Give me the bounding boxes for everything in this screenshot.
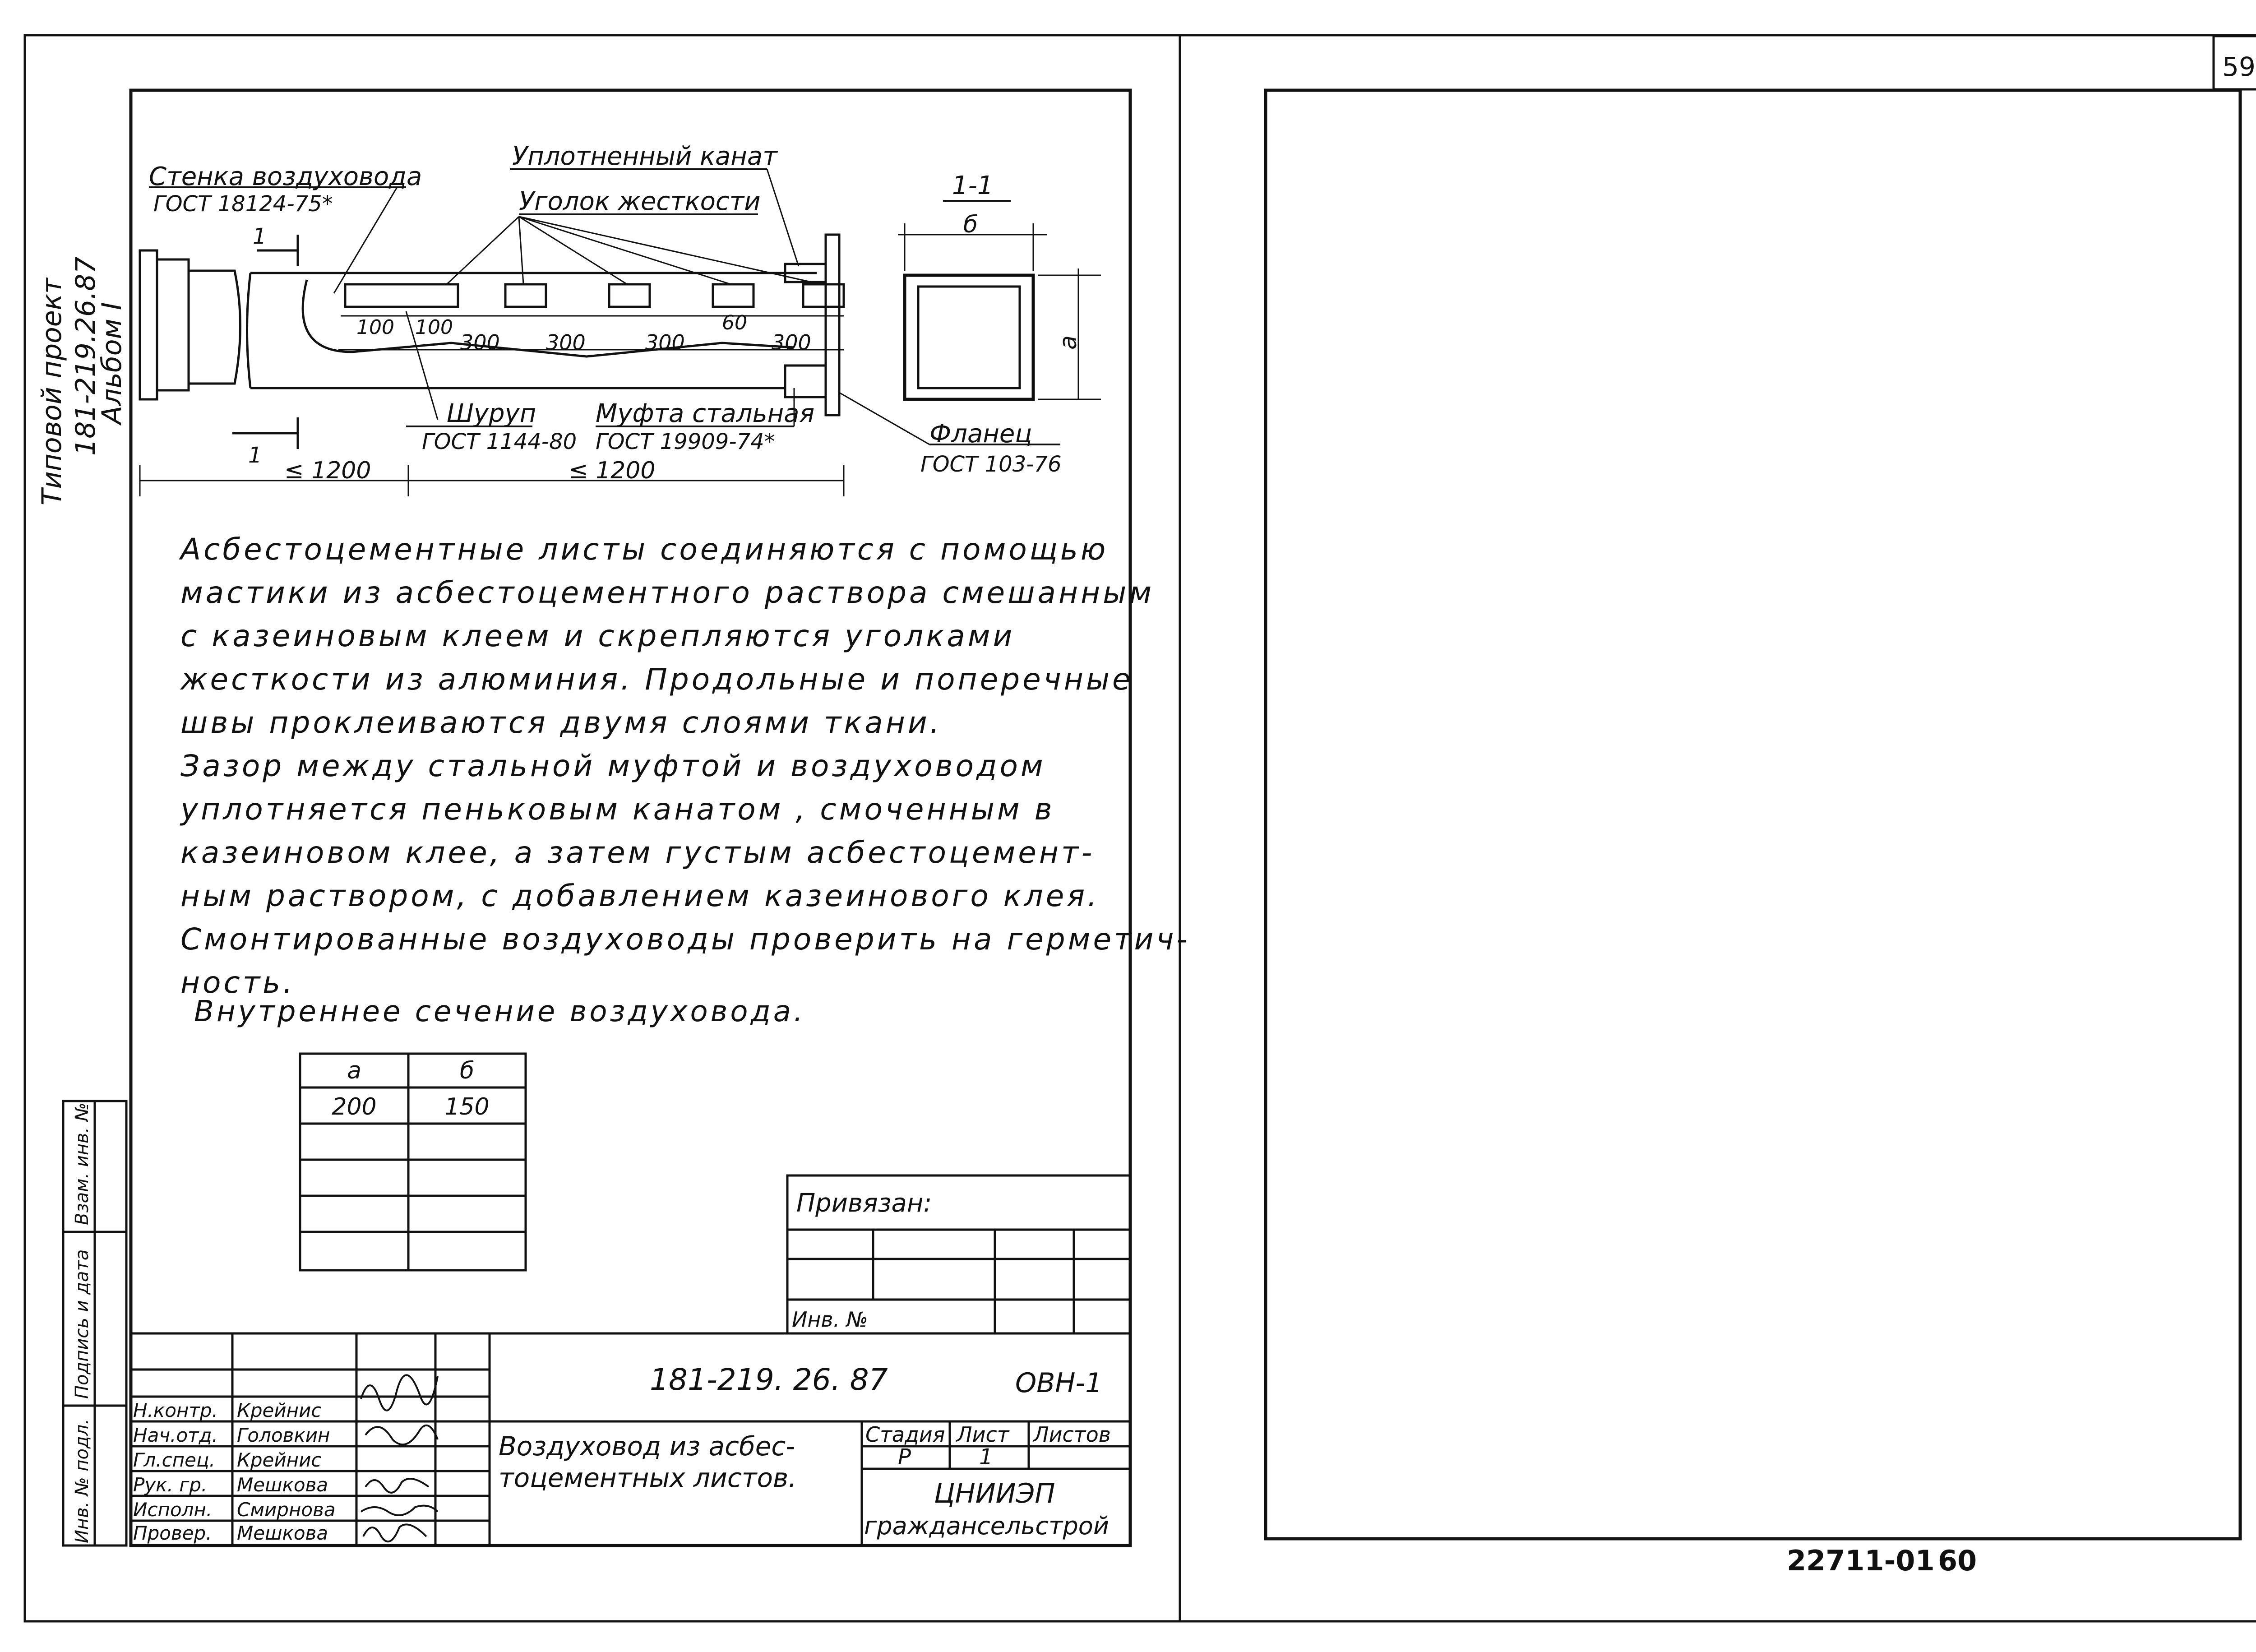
staff-name: Головкин [237, 1424, 330, 1446]
dim-300-1: 300 [460, 330, 500, 355]
staff-role: Гл.спец. [133, 1449, 215, 1471]
table-cell-b: 150 [444, 1093, 490, 1120]
section-table-title: Внутреннее сечение воздуховода. [194, 995, 806, 1028]
staff-name: Смирнова [237, 1499, 336, 1521]
staff-role: Рук. гр. [133, 1474, 208, 1496]
section-table [300, 1054, 526, 1270]
note-line: Зазор между стальной муфтой и воздуховодом [180, 749, 1046, 783]
footer-page: 60 [1938, 1544, 1977, 1577]
screw-label: Шуруп [447, 399, 536, 428]
staff-name: Крейнис [237, 1399, 322, 1421]
inv-label: Инв. № [792, 1307, 868, 1332]
footer-code: 22711-01 [1787, 1544, 1935, 1577]
dim-1200-left: ≤ 1200 [284, 457, 371, 484]
staff-role: Н.контр. [133, 1399, 218, 1421]
table-header-b: б [459, 1057, 475, 1084]
side-stamp-text [72, 1102, 92, 1543]
notes [180, 528, 1190, 1004]
screw-gost: ГОСТ 1144-80 [422, 429, 577, 454]
sheet-code: ОВН-1 [1015, 1367, 1103, 1399]
staff-role: Нач.отд. [133, 1424, 218, 1446]
side-stamp-1: Инв. № подл. [72, 1419, 92, 1543]
side-label-line1: Типовой проект [36, 278, 68, 505]
table-header-a: а [347, 1057, 361, 1084]
dim-1200-right: ≤ 1200 [569, 457, 656, 484]
page-number: 59 [2222, 51, 2256, 82]
note-line: ным раствором, с добавлением казеинового клея. [180, 879, 1100, 913]
dim-100-b: 100 [415, 316, 453, 339]
note-line: швы проклеиваются двумя слоями ткани. [180, 705, 942, 740]
note-line: казеиновом клее, а затем густым асбестоцемент- [180, 835, 1095, 870]
staff-name: Мешкова [237, 1474, 328, 1496]
bound-label: Привязан: [796, 1189, 932, 1218]
section-mark-top: 1 [253, 224, 267, 249]
org-line1: ЦНИИЭП [934, 1478, 1055, 1509]
dim-300-2: 300 [546, 330, 586, 355]
note-line: с казеиновым клеем и скрепляются уголками [180, 619, 1015, 653]
note-line: жесткости из алюминия. Продольные и поперечные [180, 662, 1133, 697]
section-mark-bottom: 1 [248, 443, 262, 468]
coupling-gost: ГОСТ 19909-74* [596, 429, 775, 454]
sheet-value: 1 [979, 1444, 993, 1470]
doc-title-1: Воздуховод из асбес- [499, 1431, 795, 1462]
dim-100-a: 100 [356, 316, 394, 339]
note-line: уплотняется пеньковым канатом , смоченным в [180, 792, 1055, 827]
flange-label: Фланец [929, 419, 1032, 449]
sheet-label: Лист [957, 1422, 1009, 1447]
coupling-label: Муфта стальная [596, 399, 815, 428]
staff-name: Мешкова [237, 1522, 328, 1544]
table-cell-a: 200 [332, 1093, 377, 1120]
note-line: Асбестоцементные листы соединяются с помощью [180, 532, 1109, 567]
org-line2: граждансельстрой [864, 1512, 1109, 1540]
doc-title-2: тоцементных листов. [499, 1462, 797, 1493]
note-line: Смонтированные воздуховоды проверить на герметич- [180, 922, 1190, 957]
dim-300-4: 300 [772, 330, 811, 355]
dim-b: б [963, 211, 978, 238]
wall-label: Стенка воздуховода [149, 162, 422, 191]
staff-name: Крейнис [237, 1449, 322, 1471]
stage-value: Р [898, 1444, 911, 1470]
dim-300-3: 300 [645, 330, 685, 355]
signatures [361, 1375, 438, 1541]
side-project-label [36, 256, 128, 505]
sheets-label: Листов [1033, 1422, 1111, 1447]
dim-a: а [1055, 335, 1082, 350]
flange-gost: ГОСТ 103-76 [920, 452, 1062, 477]
rope-label: Уплотненный канат [512, 142, 777, 171]
stage-label: Стадия [865, 1422, 945, 1447]
doc-code: 181-219. 26. 87 [650, 1362, 888, 1397]
note-line: мастики из асбестоцементного раствора смешанным [180, 575, 1155, 610]
staff-role: Исполн. [133, 1499, 213, 1521]
dim-60: 60 [722, 311, 747, 334]
title-block-text [133, 1362, 1111, 1544]
side-label-line2: 181-219.26.87 [70, 256, 102, 456]
section-table-text [332, 1057, 489, 1120]
corner-label: Уголок жесткости [519, 187, 761, 216]
wall-gost: ГОСТ 18124-75* [153, 191, 333, 217]
section-title: 1-1 [952, 171, 994, 200]
side-stamp-2: Подпись и дата [72, 1249, 92, 1399]
note-line: ность. [180, 965, 296, 1000]
side-label-line3: Альбом I [96, 302, 128, 424]
side-stamp-3: Взам. инв. № [72, 1102, 92, 1225]
staff-role: Провер. [133, 1522, 212, 1544]
